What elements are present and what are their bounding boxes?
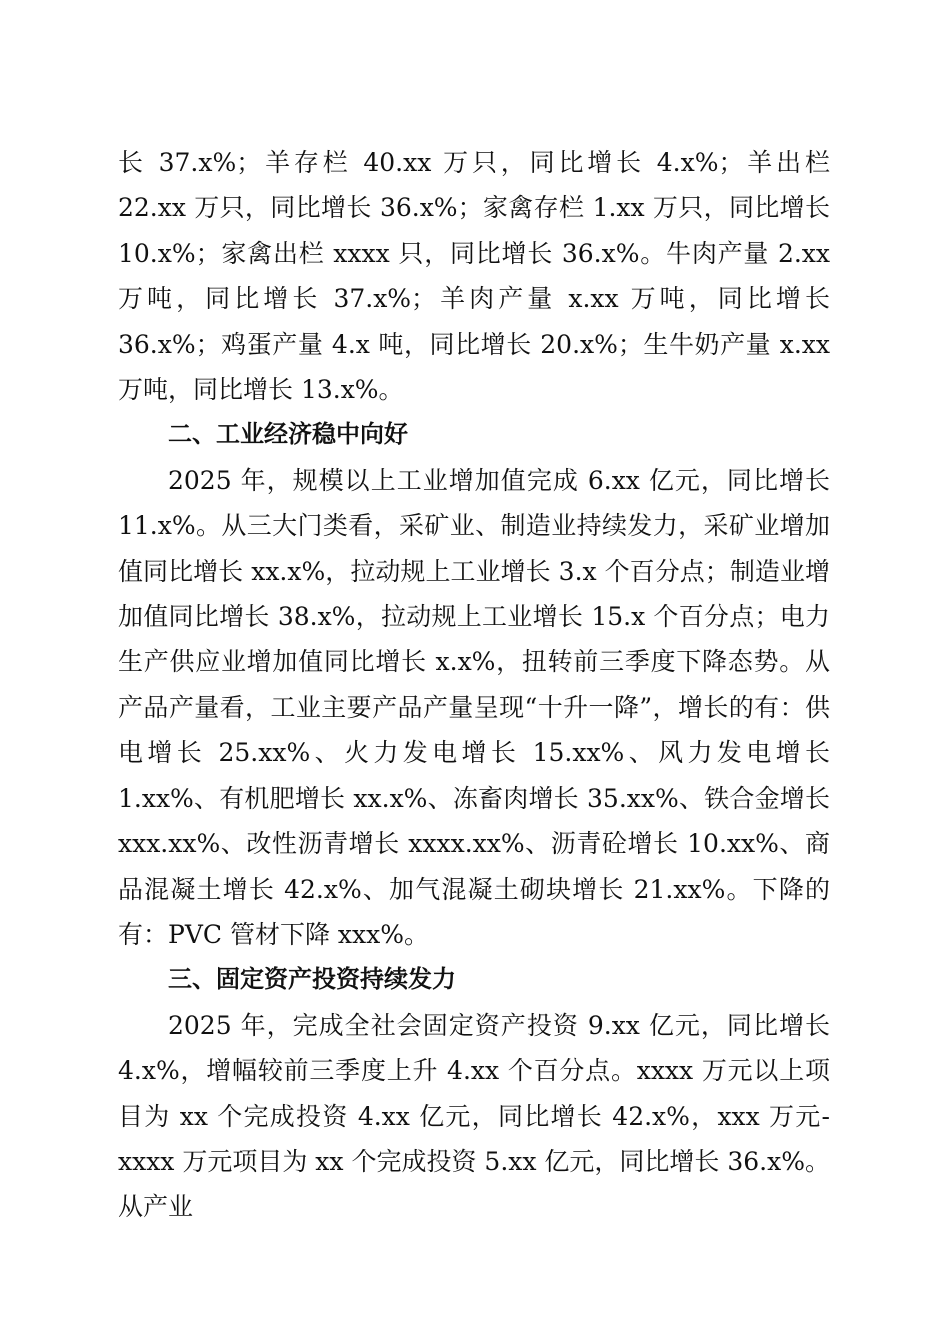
section-heading-industry: 二、工业经济稳中向好 xyxy=(168,420,408,449)
paragraph-industry: 2025 年，规模以上工业增加值完成 6.xx 亿元，同比增长 11.x%。从三大门类看，采矿业、制造业持续发力，采矿业增加值同比增长 xx.x%，拉动规上工业增长 3.x 个百分点；制造业增加值同比增长 38.x%，拉动规上工业增长 15.x 个百分点；电力生产供应业增加值同比增长 x.x%，扭转前三季度下降态势。从产品产量看，工业主要产品产量呈现“十升一降”，增长的有：供电增长 25.xx%、火力发电增长 15.xx%、风力发电增长 1.xx%、有机肥增长 xx.x%、冻畜肉增长 35.xx%、铁合金增长 xxx.xx%、改性沥青增长 xxxx.xx%、沥青砼增长 10.xx%、商品混凝土增长 42.x%、加气混凝土砌块增长 21.xx%。下降的有：PVC 管材下降 xxx%。 xyxy=(118,465,830,949)
section-heading-fixed-asset-investment: 三、固定资产投资持续发力 xyxy=(168,965,456,994)
paragraph-fixed-asset-investment: 2025 年，完成全社会固定资产投资 9.xx 亿元，同比增长 4.x%，增幅较前三季度上升 4.xx 个百分点。xxxx 万元以上项目为 xx 个完成投资 4.xx 亿元，同比增长 42.x%，xxx 万元-xxxx 万元项目为 xx 个完成投资 5.xx 亿元，同比增长 36.x%。从产业 xyxy=(118,1010,830,1222)
paragraph-livestock-continued: 长 37.x%；羊存栏 40.xx 万只，同比增长 4.x%；羊出栏 22.xx 万只，同比增长 36.x%；家禽存栏 1.xx 万只，同比增长 10.x%；家禽出栏 xxxx 只，同比增长 36.x%。牛肉产量 2.xx 万吨，同比增长 37.x%；羊肉产量 x.xx 万吨，同比增长 36.x%；鸡蛋产量 4.x 吨，同比增长 20.x%；生牛奶产量 x.xx 万吨，同比增长 13.x%。 xyxy=(118,148,830,405)
document-page xyxy=(118,140,830,1230)
